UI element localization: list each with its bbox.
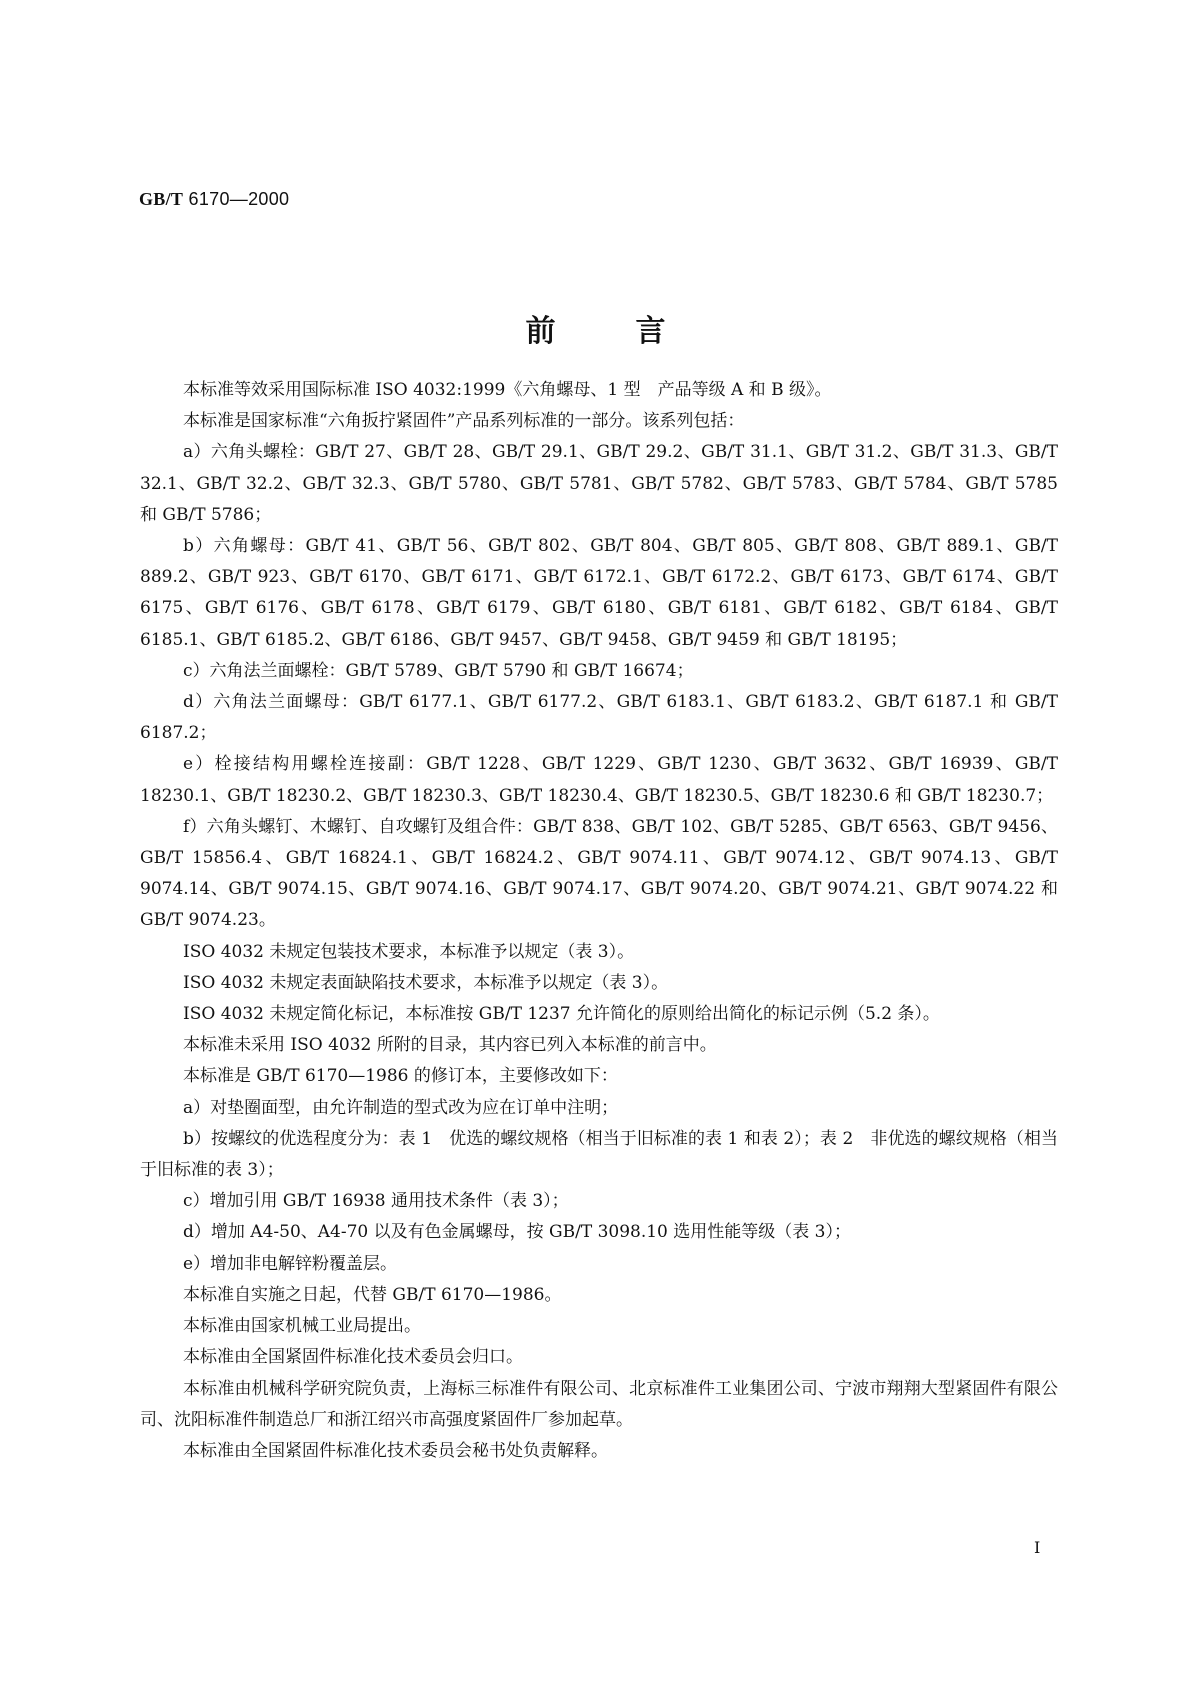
paragraph: 本标准未采用 ISO 4032 所附的目录，其内容已列入本标准的前言中。: [183, 1035, 717, 1056]
paragraph: ISO 4032 未规定包装技术要求，本标准予以规定（表 3）。: [183, 941, 635, 962]
paragraph: 本标准等效采用国际标准 ISO 4032:1999《六角螺母、1 型 产品等级 A 和 B 级》。: [183, 380, 832, 400]
page-title: 前言: [525, 314, 746, 349]
standard-number: 6170—2000: [188, 189, 290, 209]
foreword-body: [140, 375, 1058, 1467]
list-item: b）按螺纹的优选程度分为：表 1 优选的螺纹规格（相当于旧标准的表 1 和表 2）；表 2 非优选的螺纹规格（相当于旧标准的表 3）；: [140, 1128, 1058, 1181]
list-item: b）六角螺母：GB/T 41、GB/T 56、GB/T 802、GB/T 804、GB/T 805、GB/T 808、GB/T 889.1、GB/T 889.2、GB/T 923、GB/T 6170、GB/T 6171、GB/T 6172.1、GB/T 6172.2、GB/T 6173、GB/T 6174、GB/T 6175、GB/T 6176、GB/T 6178、GB/T 6179、GB/T 6180、GB/T 6181、GB/T 6182、GB/T 6184、GB/T 6185.1、GB/T 6185.2、GB/T 6186、GB/T 9457、GB/T 9458、GB/T 9459 和 GB/T 18195；: [140, 536, 1058, 650]
list-item: d）增加 A4-50、A4-70 以及有色金属螺母，按 GB/T 3098.10 选用性能等级（表 3）；: [183, 1222, 851, 1243]
list-item: f）六角头螺钉、木螺钉、自攻螺钉及组合件：GB/T 838、GB/T 102、GB/T 5285、GB/T 6563、GB/T 9456、GB/T 15856.4、GB/T 16824.1、GB/T 16824.2、GB/T 9074.11、GB/T 9074.12、GB/T 9074.13、GB/T 9074.14、GB/T 9074.15、GB/T 9074.16、GB/T 9074.17、GB/T 9074.20、GB/T 9074.21、GB/T 9074.22 和 GB/T 9074.23。: [140, 816, 1058, 931]
paragraph: 本标准由全国紧固件标准化技术委员会归口。: [183, 1347, 523, 1368]
paragraph: 本标准由机械科学研究院负责，上海标三标准件有限公司、北京标准件工业集团公司、宁波市翔翔大型紧固件有限公司、沈阳标准件制造总厂和浙江绍兴市高强度紧固件厂参加起草。: [140, 1378, 1058, 1430]
paragraph: 本标准由全国紧固件标准化技术委员会秘书处负责解释。: [183, 1440, 608, 1461]
paragraph: 本标准是 GB/T 6170—1986 的修订本，主要修改如下：: [183, 1066, 618, 1087]
list-item: d）六角法兰面螺母：GB/T 6177.1、GB/T 6177.2、GB/T 6183.1、GB/T 6183.2、GB/T 6187.1 和 GB/T 6187.2；: [140, 692, 1058, 744]
paragraph: ISO 4032 未规定表面缺陷技术要求，本标准予以规定（表 3）。: [183, 972, 669, 993]
paragraph: 本标准由国家机械工业局提出。: [183, 1316, 421, 1337]
standard-prefix: GB/T: [139, 189, 184, 209]
list-item: e）栓接结构用螺栓连接副：GB/T 1228、GB/T 1229、GB/T 1230、GB/T 3632、GB/T 16939、GB/T 18230.1、GB/T 18230.2、GB/T 18230.3、GB/T 18230.4、GB/T 18230.5、GB/T 18230.6 和 GB/T 18230.7；: [140, 754, 1058, 806]
list-item: a）六角头螺栓：GB/T 27、GB/T 28、GB/T 29.1、GB/T 29.2、GB/T 31.1、GB/T 31.2、GB/T 31.3、GB/T 32.1、GB/T 32.2、GB/T 32.3、GB/T 5780、GB/T 5781、GB/T 5782、GB/T 5783、GB/T 5784、GB/T 5785 和 GB/T 5786；: [140, 442, 1058, 525]
paragraph: 本标准自实施之日起，代替 GB/T 6170—1986。: [183, 1284, 562, 1305]
standard-code: [139, 189, 289, 210]
list-item: a）对垫圈面型，由允许制造的型式改为应在订单中注明；: [183, 1097, 619, 1118]
paragraph: 本标准是国家标准“六角扳拧紧固件”产品系列标准的一部分。该系列包括：: [183, 411, 745, 432]
page-number: I: [1034, 1538, 1041, 1557]
list-item: e）增加非电解锌粉覆盖层。: [183, 1253, 398, 1274]
list-item: c）六角法兰面螺栓：GB/T 5789、GB/T 5790 和 GB/T 16674；: [183, 660, 694, 681]
paragraph: ISO 4032 未规定简化标记，本标准按 GB/T 1237 允许简化的原则给出简化的标记示例（5.2 条）。: [183, 1004, 940, 1025]
list-item: c）增加引用 GB/T 16938 通用技术条件（表 3）；: [183, 1191, 569, 1212]
